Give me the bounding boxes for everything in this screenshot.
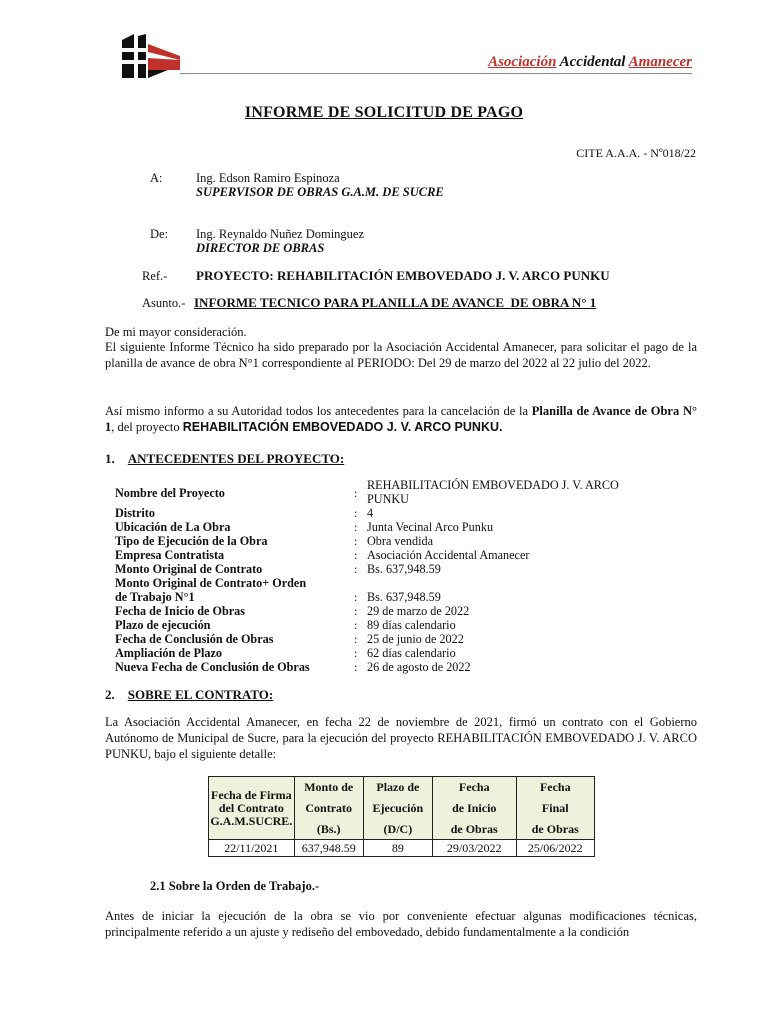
work-order-value: Bs. 637,948.59 (367, 590, 441, 604)
intro-paragraph: El siguiente Informe Técnico ha sido preparado por la Asociación Accidental Amanecer, para solicitar el pago de la planilla de avance de obra N°1 correspondiente al PERIODO: Del 29 de marzo del 2022 al 22 julio del 2022. (105, 340, 697, 370)
contract-table (208, 776, 595, 857)
colon: : (354, 618, 358, 632)
colon: : (354, 562, 358, 576)
company-logo-icon (118, 30, 182, 80)
from-name: Ing. Reynaldo Nuñez Dominguez (196, 227, 365, 241)
table-cell: 89 (363, 840, 432, 857)
table-row (209, 840, 595, 857)
amount-plus-order-label: Monto Original de Contrato+ Orden (115, 576, 307, 590)
table-header-signing-date: Fecha de Firma del Contrato G.A.M.SUCRE. (209, 777, 295, 840)
section2-heading: 2. SOBRE EL CONTRATO: (105, 687, 274, 702)
to-name: Ing. Edson Ramiro Espinoza (196, 171, 340, 185)
colon: : (354, 486, 358, 500)
colon: : (354, 632, 358, 646)
term-value: 89 días calendario (367, 618, 456, 632)
table-cell: 29/03/2022 (432, 840, 516, 857)
ref-label: Ref.- (142, 269, 168, 283)
end-date-label: Fecha de Conclusión de Obras (115, 632, 274, 646)
new-end-date-value: 26 de agosto de 2022 (367, 660, 471, 674)
execution-type-value: Obra vendida (367, 534, 433, 548)
contractor-value: Asociación Accidental Amanecer (367, 548, 530, 562)
district-label: Distrito (115, 506, 155, 520)
organization-name: Asociación Accidental Amanecer (488, 54, 692, 70)
table-header-end-date: Fecha Final de Obras (516, 777, 594, 840)
to-label: A: (150, 171, 163, 185)
table-header-start-date: Fecha de Inicio de Obras (432, 777, 516, 840)
table-header-amount: Monto de Contrato (Bs.) (294, 777, 363, 840)
location-label: Ubicación de La Obra (115, 520, 231, 534)
project-name-value: REHABILITACIÓN EMBOVEDADO J. V. ARCO (367, 478, 619, 492)
to-role: SUPERVISOR DE OBRAS G.A.M. DE SUCRE (196, 185, 444, 199)
subject-value: INFORME TECNICO PARA PLANILLA DE AVANCE DE OBRA N° 1 (194, 295, 597, 310)
extension-label: Ampliación de Plazo (115, 646, 222, 660)
end-date-value: 25 de junio de 2022 (367, 632, 464, 646)
work-order-paragraph: Antes de iniciar la ejecución de la obra se vio por conveniente efectuar algunas modificaciones técnicas, principalmente referido a un ajuste y rediseño del embovedado, debido fundamentalmente a la condición (105, 909, 697, 939)
from-role: DIRECTOR DE OBRAS (196, 241, 325, 255)
authority-paragraph: Así mismo informo a su Autoridad todos los antecedentes para la cancelación de la Planilla de Avance de Obra N° 1, del proyecto REHABILITACIÓN EMBOVEDADO J. V. ARCO PUNKU. (105, 404, 697, 434)
project-name-value-cont: PUNKU (367, 492, 409, 506)
colon: : (354, 604, 358, 618)
original-amount-label: Monto Original de Contrato (115, 562, 263, 576)
contract-paragraph: La Asociación Accidental Amanecer, en fecha 22 de noviembre de 2021, firmó un contrato con el Gobierno Autónomo de Municipal de Sucre, para la ejecución del proyecto REHABILITACIÓN EMBOVEDADO J. V. ARCO PUNKU, bajo el siguiente detalle: (105, 715, 697, 761)
contractor-label: Empresa Contratista (115, 548, 225, 562)
colon: : (354, 506, 358, 520)
cite-number: CITE A.A.A. - Nº018/22 (576, 146, 696, 160)
from-label: De: (150, 227, 169, 241)
document-title: INFORME DE SOLICITUD DE PAGO (244, 104, 524, 121)
colon: : (354, 534, 358, 548)
location-value: Junta Vecinal Arco Punku (367, 520, 494, 534)
start-date-label: Fecha de Inicio de Obras (115, 604, 245, 618)
table-cell: 25/06/2022 (516, 840, 594, 857)
extension-value: 62 días calendario (367, 646, 456, 660)
section1-heading: 1. ANTECEDENTES DEL PROYECTO: (105, 451, 345, 466)
colon: : (354, 548, 358, 562)
colon: : (354, 660, 358, 674)
subject-label: Asunto.- (142, 296, 186, 310)
table-header-term: Plazo de Ejecución (D/C) (363, 777, 432, 840)
greeting: De mi mayor consideración. (105, 325, 247, 339)
execution-type-label: Tipo de Ejecución de la Obra (115, 534, 268, 548)
project-name-label: Nombre del Proyecto (115, 486, 225, 500)
colon: : (354, 520, 358, 534)
table-cell: 22/11/2021 (209, 840, 295, 857)
start-date-value: 29 de marzo de 2022 (367, 604, 470, 618)
district-value: 4 (367, 506, 374, 520)
work-order-label: de Trabajo N°1 (115, 590, 195, 604)
original-amount-value: Bs. 637,948.59 (367, 562, 441, 576)
colon: : (354, 590, 358, 604)
term-label: Plazo de ejecución (115, 618, 211, 632)
subsection-heading: 2.1 Sobre la Orden de Trabajo.- (150, 879, 320, 893)
ref-value: PROYECTO: REHABILITACIÓN EMBOVEDADO J. V. ARCO PUNKU (196, 268, 610, 283)
table-cell: 637,948.59 (294, 840, 363, 857)
colon: : (354, 646, 358, 660)
new-end-date-label: Nueva Fecha de Conclusión de Obras (115, 660, 310, 674)
